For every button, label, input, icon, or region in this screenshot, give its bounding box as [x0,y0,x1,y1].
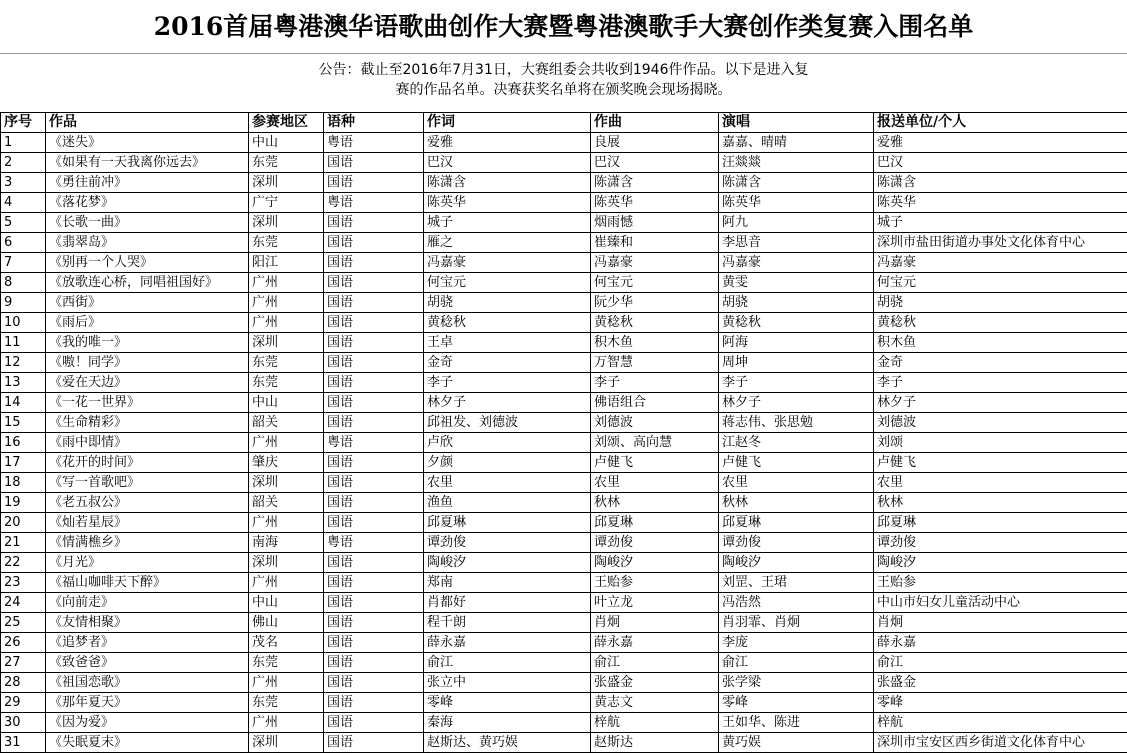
cell-index: 24 [1,593,46,613]
cell-index: 13 [1,373,46,393]
cell-region: 广州 [249,273,324,293]
cell-region: 广州 [249,293,324,313]
cell-work: 《那年夏天》 [46,693,249,713]
cell-composer: 何宝元 [591,273,719,293]
cell-lyricist: 俞江 [424,653,591,673]
cell-index: 18 [1,473,46,493]
cell-language: 国语 [324,373,424,393]
cell-work: 《爱在天边》 [46,373,249,393]
cell-composer: 农里 [591,473,719,493]
cell-language: 国语 [324,713,424,733]
cell-language: 国语 [324,313,424,333]
table-row [1,133,1127,153]
col-header-lyricist: 作词 [424,113,591,133]
shortlist-table [0,112,1127,753]
cell-singer: 张学梁 [719,673,874,693]
cell-lyricist: 程千朗 [424,613,591,633]
cell-region: 广宁 [249,193,324,213]
cell-composer: 黄志文 [591,693,719,713]
cell-lyricist: 薛永嘉 [424,633,591,653]
cell-work: 《写一首歌吧》 [46,473,249,493]
cell-region: 中山 [249,593,324,613]
cell-submitter: 卢健飞 [874,453,1127,473]
cell-singer: 陶峻汐 [719,553,874,573]
cell-work: 《别再一个人哭》 [46,253,249,273]
table-row [1,453,1127,473]
cell-region: 茂名 [249,633,324,653]
col-header-composer: 作曲 [591,113,719,133]
cell-work: 《月光》 [46,553,249,573]
cell-submitter: 邱夏琳 [874,513,1127,533]
cell-index: 28 [1,673,46,693]
col-header-work: 作品 [46,113,249,133]
cell-language: 国语 [324,213,424,233]
cell-work: 《西街》 [46,293,249,313]
cell-composer: 陈潇含 [591,173,719,193]
cell-language: 粤语 [324,133,424,153]
cell-singer: 卢健飞 [719,453,874,473]
cell-region: 广州 [249,513,324,533]
cell-lyricist: 王卓 [424,333,591,353]
cell-work: 《灿若星辰》 [46,513,249,533]
table-row [1,293,1127,313]
cell-lyricist: 张立中 [424,673,591,693]
cell-singer: 邱夏琳 [719,513,874,533]
cell-region: 深圳 [249,473,324,493]
cell-index: 26 [1,633,46,653]
table-row [1,353,1127,373]
cell-work: 《生命精彩》 [46,413,249,433]
cell-lyricist: 李子 [424,373,591,393]
cell-composer: 积木鱼 [591,333,719,353]
cell-index: 17 [1,453,46,473]
cell-singer: 胡骁 [719,293,874,313]
table-row [1,413,1127,433]
cell-index: 7 [1,253,46,273]
cell-submitter: 冯嘉豪 [874,253,1127,273]
cell-composer: 谭劲俊 [591,533,719,553]
cell-composer: 叶立龙 [591,593,719,613]
cell-index: 21 [1,533,46,553]
cell-index: 15 [1,413,46,433]
cell-language: 国语 [324,733,424,753]
cell-singer: 陈潇含 [719,173,874,193]
cell-index: 3 [1,173,46,193]
cell-submitter: 深圳市宝安区西乡街道文化体育中心 [874,733,1127,753]
cell-lyricist: 陈潇含 [424,173,591,193]
cell-singer: 冯浩然 [719,593,874,613]
cell-submitter: 陶峻汐 [874,553,1127,573]
cell-language: 国语 [324,413,424,433]
cell-language: 国语 [324,473,424,493]
table-row [1,393,1127,413]
cell-region: 东莞 [249,353,324,373]
cell-language: 国语 [324,253,424,273]
cell-index: 9 [1,293,46,313]
cell-singer: 刘罡、王珺 [719,573,874,593]
cell-region: 东莞 [249,693,324,713]
announcement-line-2: 赛的作品名单。决赛获奖名单将在颁奖晚会现场揭晓。 [0,80,1127,100]
table-row [1,653,1127,673]
table-row [1,233,1127,253]
cell-language: 国语 [324,493,424,513]
cell-region: 广州 [249,673,324,693]
cell-singer: 周坤 [719,353,874,373]
cell-composer: 梓航 [591,713,719,733]
cell-lyricist: 陶峻汐 [424,553,591,573]
cell-submitter: 薛永嘉 [874,633,1127,653]
cell-index: 8 [1,273,46,293]
cell-composer: 阮少华 [591,293,719,313]
cell-index: 22 [1,553,46,573]
cell-singer: 黄巧娱 [719,733,874,753]
cell-singer: 肖羽霏、肖炯 [719,613,874,633]
cell-singer: 阿海 [719,333,874,353]
cell-composer: 赵斯达 [591,733,719,753]
cell-lyricist: 雁之 [424,233,591,253]
cell-work: 《友情相聚》 [46,613,249,633]
cell-lyricist: 黄稔秋 [424,313,591,333]
cell-index: 25 [1,613,46,633]
table-row [1,493,1127,513]
cell-language: 国语 [324,273,424,293]
cell-language: 粤语 [324,433,424,453]
cell-composer: 王贻参 [591,573,719,593]
cell-index: 10 [1,313,46,333]
cell-index: 27 [1,653,46,673]
cell-composer: 陶峻汐 [591,553,719,573]
cell-submitter: 爱雅 [874,133,1127,153]
cell-composer: 李子 [591,373,719,393]
cell-submitter: 巴汉 [874,153,1127,173]
cell-language: 国语 [324,513,424,533]
table-row [1,713,1127,733]
cell-region: 广州 [249,573,324,593]
cell-work: 《长歌一曲》 [46,213,249,233]
cell-submitter: 刘颂 [874,433,1127,453]
cell-composer: 张盛金 [591,673,719,693]
cell-submitter: 秋林 [874,493,1127,513]
cell-composer: 俞江 [591,653,719,673]
cell-work: 《翡翠岛》 [46,233,249,253]
page-title: 2016首届粤港澳华语歌曲创作大赛暨粤港澳歌手大赛创作类复赛入围名单 [0,0,1127,54]
cell-composer: 刘颂、高向慧 [591,433,719,453]
table-row [1,633,1127,653]
cell-index: 20 [1,513,46,533]
table-row [1,173,1127,193]
cell-composer: 佛语组合 [591,393,719,413]
table-row [1,673,1127,693]
cell-submitter: 谭劲俊 [874,533,1127,553]
cell-index: 5 [1,213,46,233]
cell-language: 国语 [324,333,424,353]
cell-region: 东莞 [249,153,324,173]
cell-region: 东莞 [249,373,324,393]
cell-submitter: 陈潇含 [874,173,1127,193]
cell-region: 深圳 [249,333,324,353]
cell-composer: 万智慧 [591,353,719,373]
table-row [1,513,1127,533]
cell-lyricist: 卢欣 [424,433,591,453]
cell-region: 中山 [249,393,324,413]
cell-index: 19 [1,493,46,513]
cell-region: 东莞 [249,233,324,253]
table-row [1,613,1127,633]
cell-submitter: 李子 [874,373,1127,393]
cell-lyricist: 肖都好 [424,593,591,613]
cell-singer: 黄稔秋 [719,313,874,333]
cell-submitter: 陈英华 [874,193,1127,213]
cell-singer: 汪燚燚 [719,153,874,173]
cell-region: 广州 [249,433,324,453]
cell-language: 国语 [324,153,424,173]
cell-submitter: 金奇 [874,353,1127,373]
cell-language: 国语 [324,653,424,673]
cell-singer: 蒋志伟、张思勉 [719,413,874,433]
cell-region: 东莞 [249,653,324,673]
cell-submitter: 何宝元 [874,273,1127,293]
table-row [1,693,1127,713]
col-header-language: 语种 [324,113,424,133]
cell-singer: 李思音 [719,233,874,253]
table-body [1,133,1127,753]
cell-index: 1 [1,133,46,153]
cell-lyricist: 金奇 [424,353,591,373]
cell-lyricist: 陈英华 [424,193,591,213]
cell-language: 国语 [324,173,424,193]
cell-work: 《祖国恋歌》 [46,673,249,693]
cell-index: 30 [1,713,46,733]
col-header-region: 参赛地区 [249,113,324,133]
cell-composer: 邱夏琳 [591,513,719,533]
table-row [1,433,1127,453]
cell-lyricist: 郑南 [424,573,591,593]
cell-region: 南海 [249,533,324,553]
cell-work: 《我的唯一》 [46,333,249,353]
cell-region: 深圳 [249,173,324,193]
cell-region: 广州 [249,713,324,733]
cell-singer: 农里 [719,473,874,493]
cell-language: 国语 [324,593,424,613]
cell-region: 深圳 [249,213,324,233]
cell-lyricist: 零峰 [424,693,591,713]
cell-index: 11 [1,333,46,353]
cell-lyricist: 夕颜 [424,453,591,473]
cell-submitter: 王贻参 [874,573,1127,593]
cell-composer: 冯嘉豪 [591,253,719,273]
cell-region: 韶关 [249,413,324,433]
cell-region: 广州 [249,313,324,333]
cell-index: 29 [1,693,46,713]
table-row [1,533,1127,553]
cell-lyricist: 巴汉 [424,153,591,173]
cell-composer: 崔臻和 [591,233,719,253]
cell-language: 国语 [324,633,424,653]
cell-singer: 陈英华 [719,193,874,213]
cell-singer: 王如华、陈进 [719,713,874,733]
cell-work: 《因为爱》 [46,713,249,733]
cell-language: 国语 [324,693,424,713]
cell-index: 14 [1,393,46,413]
cell-language: 国语 [324,233,424,253]
cell-region: 肇庆 [249,453,324,473]
cell-submitter: 胡骁 [874,293,1127,313]
table-row [1,373,1127,393]
cell-submitter: 零峰 [874,693,1127,713]
table-row [1,333,1127,353]
cell-submitter: 深圳市盐田街道办事处文化体育中心 [874,233,1127,253]
cell-singer: 嘉嘉、晴晴 [719,133,874,153]
cell-lyricist: 城子 [424,213,591,233]
cell-submitter: 俞江 [874,653,1127,673]
cell-work: 《放歌连心桥，同唱祖国好》 [46,273,249,293]
table-row [1,313,1127,333]
cell-region: 深圳 [249,733,324,753]
cell-work: 《雨后》 [46,313,249,333]
cell-lyricist: 谭劲俊 [424,533,591,553]
cell-singer: 李子 [719,373,874,393]
cell-work: 《嗷！同学》 [46,353,249,373]
cell-singer: 江赵冬 [719,433,874,453]
cell-work: 《追梦者》 [46,633,249,653]
cell-index: 23 [1,573,46,593]
table-row [1,553,1127,573]
table-row [1,273,1127,293]
cell-submitter: 黄稔秋 [874,313,1127,333]
cell-region: 深圳 [249,553,324,573]
cell-composer: 陈英华 [591,193,719,213]
cell-index: 2 [1,153,46,173]
cell-index: 31 [1,733,46,753]
cell-work: 《雨中即情》 [46,433,249,453]
cell-lyricist: 胡骁 [424,293,591,313]
cell-submitter: 肖炯 [874,613,1127,633]
cell-work: 《一花一世界》 [46,393,249,413]
cell-region: 中山 [249,133,324,153]
cell-singer: 黄雯 [719,273,874,293]
cell-lyricist: 何宝元 [424,273,591,293]
announcement [0,60,1127,100]
table-row [1,253,1127,273]
cell-submitter: 刘德波 [874,413,1127,433]
cell-submitter: 城子 [874,213,1127,233]
cell-work: 《老五叔公》 [46,493,249,513]
cell-language: 粤语 [324,533,424,553]
cell-language: 国语 [324,293,424,313]
cell-region: 韶关 [249,493,324,513]
cell-singer: 零峰 [719,693,874,713]
cell-work: 《落花梦》 [46,193,249,213]
cell-singer: 林夕子 [719,393,874,413]
cell-region: 阳江 [249,253,324,273]
cell-lyricist: 赵斯达、黄巧娱 [424,733,591,753]
cell-submitter: 林夕子 [874,393,1127,413]
table-header-row [1,113,1127,133]
cell-work: 《福山咖啡天下醉》 [46,573,249,593]
cell-lyricist: 邱祖发、刘德波 [424,413,591,433]
cell-index: 4 [1,193,46,213]
table-row [1,473,1127,493]
cell-region: 佛山 [249,613,324,633]
col-header-submitter: 报送单位/个人 [874,113,1127,133]
cell-lyricist: 邱夏琳 [424,513,591,533]
cell-submitter: 农里 [874,473,1127,493]
cell-lyricist: 渔鱼 [424,493,591,513]
cell-composer: 薛永嘉 [591,633,719,653]
cell-lyricist: 冯嘉豪 [424,253,591,273]
cell-index: 6 [1,233,46,253]
table-row [1,733,1127,753]
cell-composer: 秋林 [591,493,719,513]
cell-singer: 阿九 [719,213,874,233]
cell-submitter: 梓航 [874,713,1127,733]
col-header-index: 序号 [1,113,46,133]
table-row [1,153,1127,173]
cell-work: 《花开的时间》 [46,453,249,473]
cell-language: 国语 [324,453,424,473]
cell-lyricist: 秦海 [424,713,591,733]
cell-language: 国语 [324,673,424,693]
announcement-line-1: 公告：截止至2016年7月31日，大赛组委会共收到1946件作品。以下是进入复 [0,60,1127,80]
table-row [1,193,1127,213]
cell-singer: 李庞 [719,633,874,653]
cell-composer: 肖炯 [591,613,719,633]
cell-work: 《向前走》 [46,593,249,613]
cell-lyricist: 爱雅 [424,133,591,153]
cell-singer: 俞江 [719,653,874,673]
cell-work: 《勇往前冲》 [46,173,249,193]
cell-composer: 刘德波 [591,413,719,433]
col-header-singer: 演唱 [719,113,874,133]
cell-composer: 烟雨憾 [591,213,719,233]
cell-composer: 良展 [591,133,719,153]
table-row [1,593,1127,613]
cell-work: 《迷失》 [46,133,249,153]
cell-work: 《致爸爸》 [46,653,249,673]
cell-language: 国语 [324,613,424,633]
cell-singer: 秋林 [719,493,874,513]
cell-language: 国语 [324,573,424,593]
cell-singer: 冯嘉豪 [719,253,874,273]
cell-lyricist: 农里 [424,473,591,493]
cell-work: 《失眠夏末》 [46,733,249,753]
cell-index: 16 [1,433,46,453]
cell-language: 国语 [324,393,424,413]
cell-submitter: 中山市妇女儿童活动中心 [874,593,1127,613]
cell-language: 粤语 [324,193,424,213]
cell-composer: 卢健飞 [591,453,719,473]
table-row [1,573,1127,593]
table-row [1,213,1127,233]
cell-language: 国语 [324,553,424,573]
cell-composer: 巴汉 [591,153,719,173]
cell-index: 12 [1,353,46,373]
cell-singer: 谭劲俊 [719,533,874,553]
cell-work: 《如果有一天我离你远去》 [46,153,249,173]
cell-work: 《情满樵乡》 [46,533,249,553]
cell-submitter: 积木鱼 [874,333,1127,353]
cell-composer: 黄稔秋 [591,313,719,333]
cell-lyricist: 林夕子 [424,393,591,413]
cell-language: 国语 [324,353,424,373]
cell-submitter: 张盛金 [874,673,1127,693]
